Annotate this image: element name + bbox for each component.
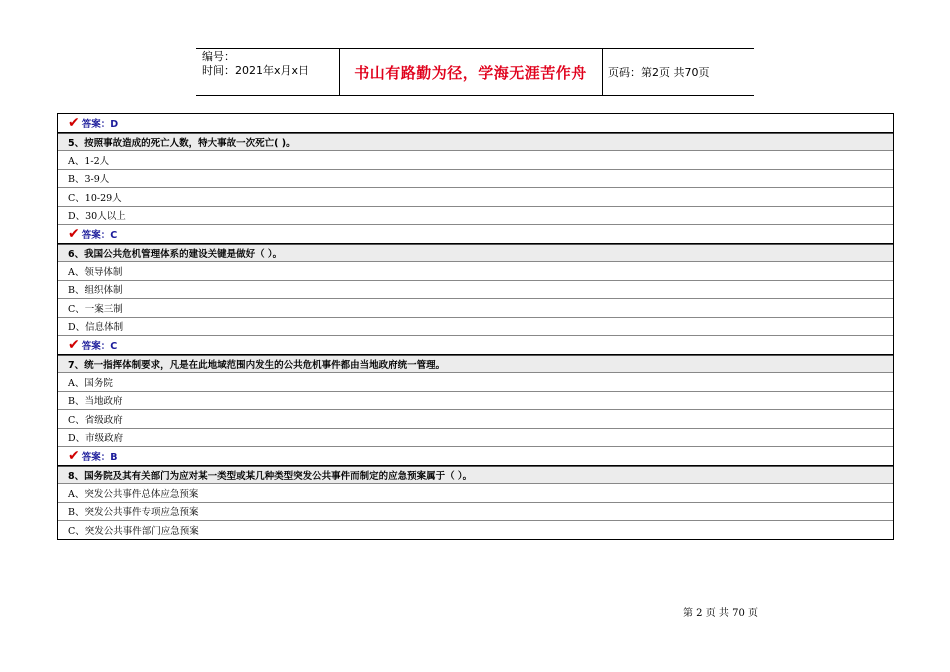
- option-row: [58, 318, 893, 337]
- option-text: A、领导体制: [68, 266, 123, 278]
- option-row: [58, 151, 893, 170]
- option-text: A、突发公共事件总体应急预案: [68, 488, 199, 500]
- option-text: A、1-2人: [68, 155, 110, 167]
- question-text: 6、我国公共危机管理体系的建设关键是做好（ ）。: [68, 248, 283, 260]
- question-text: 5、按照事故造成的死亡人数，特大事故一次死亡( )。: [68, 137, 296, 149]
- option-text: B、组织体制: [68, 285, 123, 297]
- option-row: [58, 188, 893, 207]
- option-text: C、10-29人: [68, 192, 122, 204]
- option-row: [58, 262, 893, 281]
- option-text: C、一案三制: [68, 303, 123, 315]
- answer-row: [58, 447, 893, 466]
- option-text: C、突发公共事件部门应急预案: [68, 525, 199, 537]
- answer-text: 答案：D: [81, 118, 119, 130]
- option-text: D、市级政府: [68, 433, 124, 445]
- page-footer: 第 2 页 共 70 页: [683, 608, 758, 619]
- option-text: A、国务院: [68, 377, 113, 389]
- answer-text: 答案：B: [81, 451, 118, 463]
- answer-row: [58, 114, 893, 133]
- option-text: B、突发公共事件专项应急预案: [68, 507, 199, 519]
- question-text: 7、统一指挥体制要求，凡是在此地域范围内发生的公共危机事件都由当地政府统一管理。: [68, 359, 446, 371]
- option-text: C、省级政府: [68, 414, 123, 426]
- checkmark-icon: ✔: [68, 336, 80, 353]
- option-row: [58, 207, 893, 226]
- checkmark-icon: ✔: [68, 225, 80, 242]
- checkmark-icon: ✔: [68, 447, 80, 464]
- question-row: [58, 355, 893, 374]
- option-row: [58, 281, 893, 300]
- option-row: [58, 410, 893, 429]
- option-text: B、当地政府: [68, 396, 123, 408]
- option-text: B、3-9人: [68, 174, 110, 186]
- checkmark-icon: ✔: [68, 114, 80, 131]
- question-row: [58, 466, 893, 485]
- option-row: [58, 484, 893, 503]
- option-text: D、30人以上: [68, 211, 126, 223]
- page-header: [196, 48, 754, 96]
- option-row: [58, 373, 893, 392]
- time-label: 时间：2021年x月x日: [202, 64, 310, 77]
- answer-row: [58, 225, 893, 244]
- option-row: [58, 299, 893, 318]
- page-code: 页码：第2页 共70页: [608, 66, 710, 79]
- question-table: [57, 113, 894, 540]
- answer-text: 答案：C: [81, 340, 118, 352]
- option-text: D、信息体制: [68, 322, 124, 334]
- header-divider: [602, 48, 603, 96]
- option-row: [58, 521, 893, 540]
- header-meta: [202, 50, 309, 78]
- option-row: [58, 170, 893, 189]
- question-text: 8、国务院及其有关部门为应对某一类型或某几种类型突发公共事件而制定的应急预案属于（ ）。: [68, 470, 473, 482]
- code-label: 编号：: [202, 50, 235, 63]
- answer-row: [58, 336, 893, 355]
- option-row: [58, 392, 893, 411]
- header-motto: 书山有路勤为径，学海无涯苦作舟: [354, 63, 587, 82]
- question-row: [58, 244, 893, 263]
- option-row: [58, 429, 893, 448]
- question-row: [58, 133, 893, 152]
- answer-text: 答案：C: [81, 229, 118, 241]
- option-row: [58, 503, 893, 522]
